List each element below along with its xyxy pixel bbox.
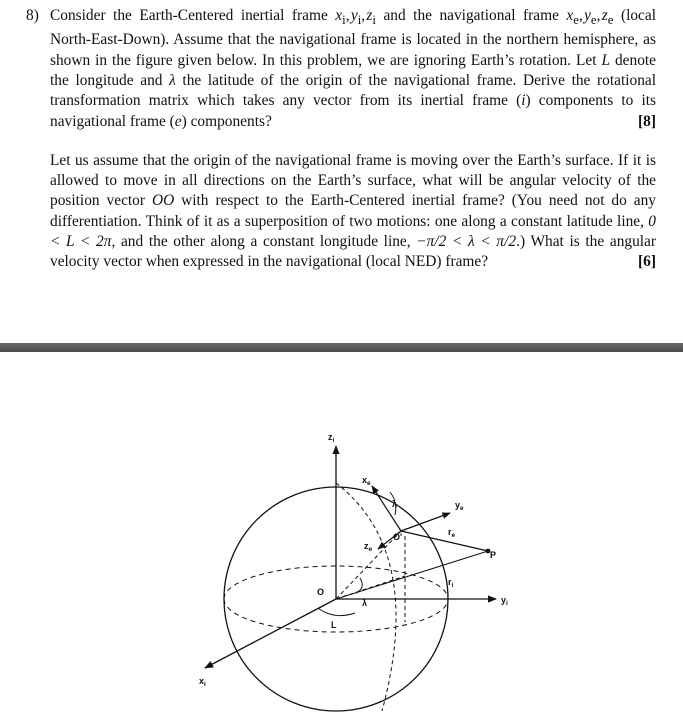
line-to-point-p (401, 531, 488, 551)
symbol-latitude: λ (169, 71, 176, 89)
label-z-nav: $z_e$ (364, 541, 373, 553)
position-vector: OO (151, 192, 175, 210)
frames-diagram (0, 352, 683, 719)
label-y-inertial: $y_i$ (501, 595, 508, 607)
label-r-inertial: $r_i$ (448, 577, 454, 589)
label-nav-origin: O' (393, 532, 403, 542)
label-point-p: P (490, 550, 497, 560)
symbol-longitude: L (601, 51, 611, 69)
label-r-nav: $r_e$ (448, 527, 456, 539)
question-part-1: 8) Consider the Earth-Centered inertial frame $x_i$, $y_i$, $z_i$ and the navigational frame $x_e$, $y_e$, $z_e$ (local North-East-Down). Assume that the navigational frame is located in the northern hemisphere, as shown in the figure given below. In this problem, we are ignoring Earth’s rotation. Let L denote the longitude and λ the latitude of the origin of the navigational frame. Derive the rotational transformation matrix which takes any vector from its inertial frame (i) components to its navigational frame (e) components? [8] (26, 6, 656, 132)
longitude-range: 0 < L < 2π (50, 212, 656, 251)
latitude-range: −π/2 < λ < π/2 (416, 233, 517, 251)
question-part-2: Let us assume that the origin of the navigational frame is moving over the Earth’s surface. If it is allowed to move in all directions on the Earth’s surface, what will be angular velocity of the position vector OO with respect to the Earth-Centered inertial frame? (You need not do any differentiation. Think of it as a superposition of two motions: one along a constant latitude line, 0 < L < 2π, and the other along a constant longitude line, −π/2 < λ < π/2.) What is the angular velocity vector when expressed in the navigational (local NED) frame? [6] (26, 151, 656, 273)
question-number: 8) (26, 7, 39, 24)
label-latitude: λ (362, 598, 368, 608)
label-y-nav: $y_e$ (455, 500, 464, 512)
label-z-inertial: $z_i$ (328, 432, 335, 444)
points-part-2: [6] (638, 253, 656, 271)
label-longitude: L (331, 620, 337, 630)
label-x-inertial: $x_i$ (199, 676, 206, 688)
problem-statement (26, 6, 656, 273)
points-part-1: [8] (638, 112, 656, 130)
label-x-nav: $x_e$ (362, 475, 371, 487)
meridian-line (336, 483, 396, 711)
label-latitude-top: λ (392, 499, 398, 509)
nav-frame-x: x (566, 7, 574, 24)
label-origin: O (317, 587, 325, 597)
section-divider (0, 343, 683, 352)
inertial-frame-x: x (335, 7, 343, 24)
earth-frames-figure (0, 352, 683, 719)
y-nav-axis (401, 513, 450, 531)
longitude-arc (318, 608, 355, 616)
